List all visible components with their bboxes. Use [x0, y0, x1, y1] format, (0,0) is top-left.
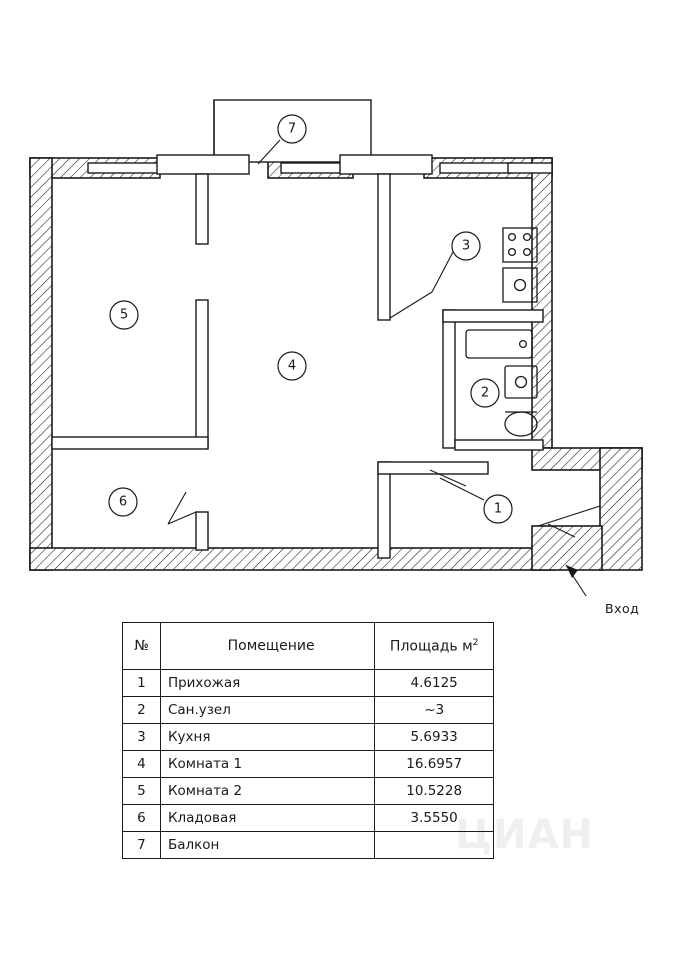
- legend-header-row: [123, 623, 494, 670]
- room-marker-2: [471, 379, 499, 407]
- legend-header-number: №: [123, 623, 161, 670]
- row-room: Сан.узел: [160, 697, 374, 724]
- row-room: Комната 2: [160, 778, 374, 805]
- row-number: 3: [123, 724, 161, 751]
- row-area: [375, 832, 494, 859]
- legend-body: [123, 670, 494, 859]
- table-row: [123, 751, 494, 778]
- row-number: 2: [123, 697, 161, 724]
- room-marker-6: [109, 488, 137, 516]
- row-room: Кладовая: [160, 805, 374, 832]
- room-marker-1: [484, 495, 512, 523]
- row-room: Балкон: [160, 832, 374, 859]
- room-marker-label: 4: [287, 358, 297, 374]
- row-room: Прихожая: [160, 670, 374, 697]
- row-area: 3.5550: [375, 805, 494, 832]
- row-room: Кухня: [160, 724, 374, 751]
- row-area: ~3: [375, 697, 494, 724]
- legend-header-area: [375, 623, 494, 670]
- table-row: [123, 724, 494, 751]
- watermark: ЦИАН: [455, 812, 595, 858]
- row-number: 6: [123, 805, 161, 832]
- room-marker-label: 1: [493, 501, 503, 517]
- row-area: 10.5228: [375, 778, 494, 805]
- room-marker-label: 6: [118, 494, 128, 510]
- room-marker-4: [278, 352, 306, 380]
- room-marker-label: 7: [287, 121, 297, 137]
- row-number: 4: [123, 751, 161, 778]
- room-marker-label: 3: [461, 238, 471, 254]
- room-marker-5: [110, 301, 138, 329]
- row-number: 1: [123, 670, 161, 697]
- legend-header-room: Помещение: [160, 623, 374, 670]
- table-row: [123, 697, 494, 724]
- row-number: 5: [123, 778, 161, 805]
- legend-header-area-superscript: 2: [472, 637, 479, 648]
- row-area: 5.6933: [375, 724, 494, 751]
- legend-header-area-text: Площадь м: [389, 638, 473, 655]
- leader-lines: [168, 140, 586, 596]
- table-row: [123, 805, 494, 832]
- row-room: Комната 1: [160, 751, 374, 778]
- entrance-label: Вход: [605, 601, 640, 616]
- row-number: 7: [123, 832, 161, 859]
- room-marker-3: [452, 232, 480, 260]
- row-area: 4.6125: [375, 670, 494, 697]
- row-area: 16.6957: [375, 751, 494, 778]
- table-row: [123, 832, 494, 859]
- table-row: [123, 670, 494, 697]
- room-marker-label: 5: [119, 307, 129, 323]
- room-marker-7: [278, 115, 306, 143]
- legend-header: [123, 623, 494, 670]
- room-legend-table: [122, 622, 494, 859]
- table-row: [123, 778, 494, 805]
- room-marker-label: 2: [480, 385, 490, 401]
